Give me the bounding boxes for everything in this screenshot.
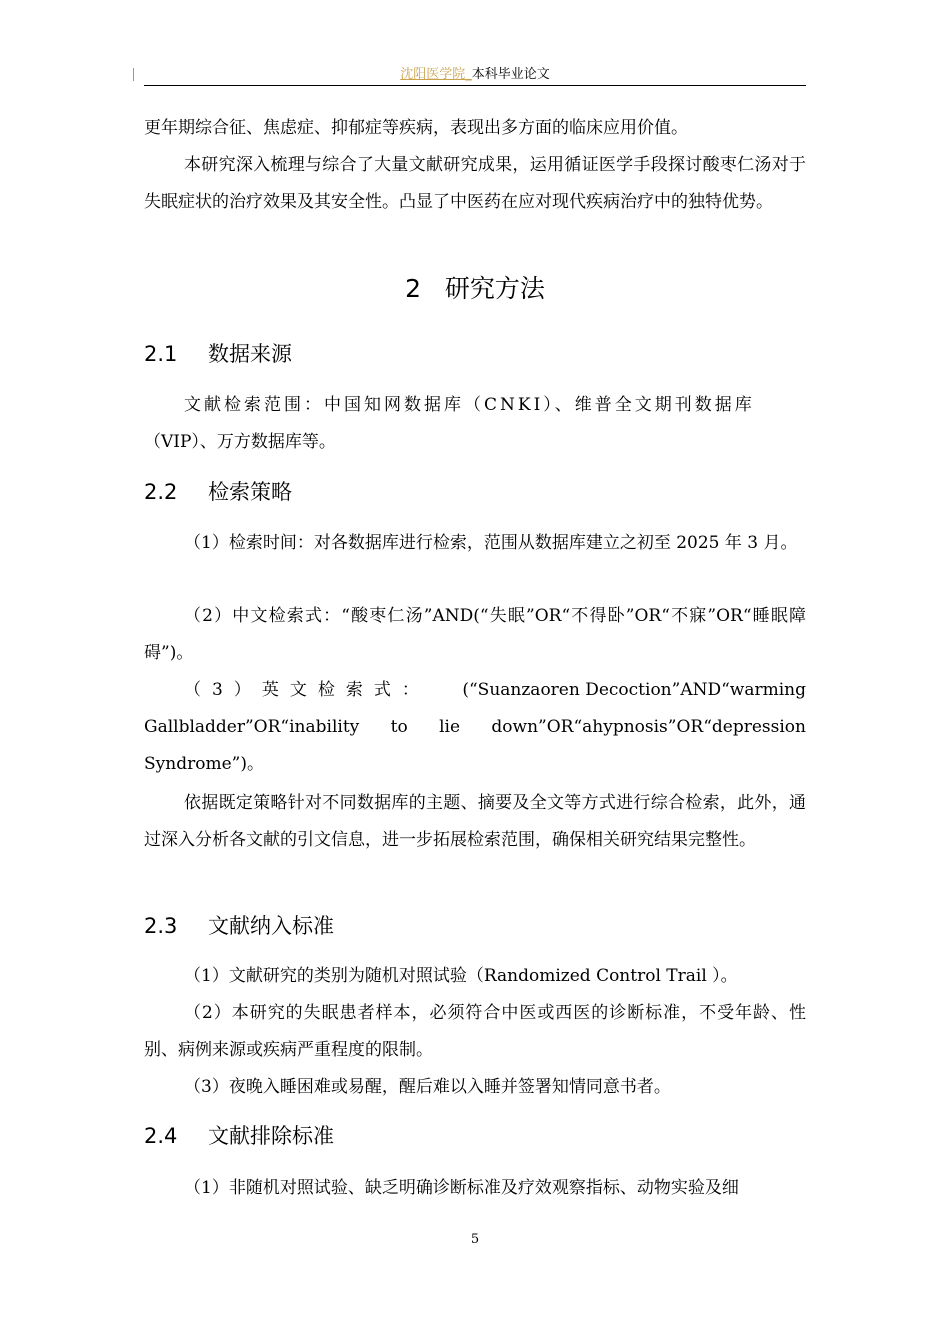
header-rule — [144, 85, 806, 86]
header-separator: _ — [465, 67, 472, 82]
english-query-part-2d: down”OR“ahypnosis”OR“depression — [491, 717, 806, 737]
header-doc-type: 本科毕业论文 — [471, 67, 550, 82]
section-2-1-number: 2.1 — [144, 342, 178, 366]
page-corner-mark — [133, 68, 134, 81]
section-2-number: 2 — [405, 274, 422, 303]
section-2-heading — [144, 271, 806, 307]
english-query-line-2 — [144, 709, 806, 746]
english-query-part-2b: to — [390, 717, 408, 737]
intro-paragraph: 本研究深入梳理与综合了大量文献研究成果，运用循证医学手段探讨酸枣仁汤对于失眠症状的治疗效果及其安全性。凸显了中医药在应对现代疾病治疗中的独特优势。 — [144, 155, 806, 212]
section-2-4-heading — [144, 1120, 806, 1152]
inclusion-item-2: （2）本研究的失眠患者样本，必须符合中医或西医的诊断标准，不受年龄、性别、病例来源或疾病严重程度的限制。 — [144, 1003, 806, 1060]
english-query-part-1: (“Suanzaoren Decoction”AND“warming — [462, 680, 806, 700]
section-2-2-number: 2.2 — [144, 480, 178, 504]
section-2-3-number: 2.3 — [144, 914, 178, 938]
section-2-title: 研究方法 — [444, 274, 545, 303]
english-query-line-3: Syndrome”)。 — [144, 754, 264, 774]
running-header — [144, 66, 806, 84]
section-2-2-heading — [144, 476, 806, 508]
section-2-4-number: 2.4 — [144, 1124, 178, 1148]
english-query-prefix: （3）英文检索式： — [184, 680, 430, 700]
inclusion-item-1: （1）文献研究的类别为随机对照试验（Randomized Control Trail ）。 — [184, 966, 738, 986]
inclusion-item-3: （3）夜晚入睡困难或易醒，醒后难以入睡并签署知情同意书者。 — [184, 1077, 671, 1097]
page-number: 5 — [470, 1232, 480, 1247]
section-2-1-heading — [144, 338, 806, 370]
data-source-line-2: （VIP）、万方数据库等。 — [144, 432, 336, 452]
section-2-2-title: 检索策略 — [208, 480, 292, 504]
data-source-line-1: 文献检索范围：中国知网数据库（CNKI）、维普全文期刊数据库 — [184, 395, 755, 415]
chinese-query-item: （2）中文检索式：“酸枣仁汤”AND(“失眠”OR“不得卧”OR“不寐”OR“睡眠障碍”)。 — [144, 606, 806, 663]
english-query-line-1 — [144, 672, 806, 709]
english-query-part-2c: lie — [439, 717, 461, 737]
section-2-4-title: 文献排除标准 — [208, 1124, 334, 1148]
search-strategy-paragraph: 依据既定策略针对不同数据库的主题、摘要及全文等方式进行综合检索，此外，通过深入分析各文献的引文信息，进一步拓展检索范围，确保相关研究结果完整性。 — [144, 793, 806, 850]
section-2-3-title: 文献纳入标准 — [208, 914, 334, 938]
section-2-1-title: 数据来源 — [208, 342, 292, 366]
search-time-item: （1）检索时间：对各数据库进行检索，范围从数据库建立之初至 2025 年 3 月。 — [184, 533, 798, 553]
header-institution: 沈阳医学院 — [400, 67, 466, 82]
intro-continuation: 更年期综合征、焦虑症、抑郁症等疾病，表现出多方面的临床应用价值。 — [144, 118, 688, 138]
english-query-part-2a: Gallbladder”OR“inability — [144, 717, 360, 737]
section-2-3-heading — [144, 910, 806, 942]
exclusion-item-1: （1）非随机对照试验、缺乏明确诊断标准及疗效观察指标、动物实验及细 — [184, 1178, 739, 1198]
